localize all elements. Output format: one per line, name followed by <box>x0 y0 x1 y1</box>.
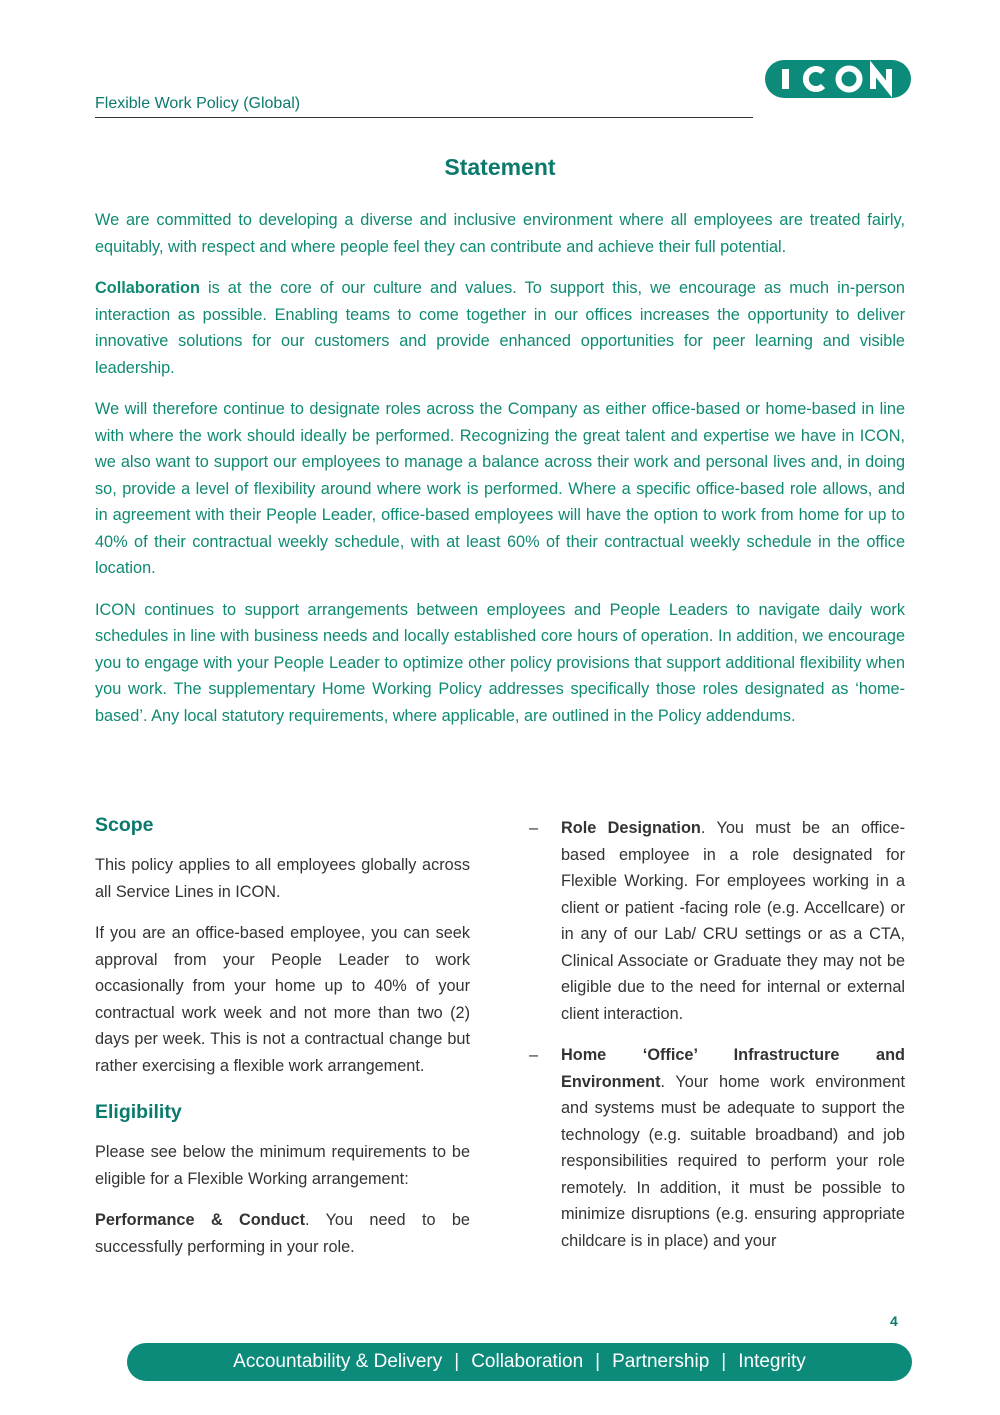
left-column <box>95 812 470 1275</box>
statement-paragraph-2 <box>95 275 905 381</box>
dash-bullet: – <box>529 819 539 837</box>
footer-value: Partnership <box>612 1351 710 1372</box>
right-column <box>529 815 905 1269</box>
eligibility-heading: Eligibility <box>95 1101 182 1123</box>
statement-paragraph-3: We will therefore continue to designate roles across the Company as either office-based or home-based in line with where the work should ideally be performed. Recognizing the great talent and expertise we have in ICON, we also want to support our employees to manage a balance across their work and personal lives and, in doing so, provide a level of flexibility around where work is performed. Where a specific office-based role allows, and in agreement with their People Leader, office-based employees will have the option to work from home for up to 40% of their contractual weekly schedule, with at least 60% of their contractual weekly schedule in the office location. <box>95 400 905 577</box>
performance-conduct-bold: Performance & Conduct <box>95 1211 305 1229</box>
icon-logo <box>765 58 911 100</box>
statement-paragraph-4: ICON continues to support arrangements between employees and People Leaders to navigate daily work schedules in line with business needs and locally established core hours of operation. In addition, we encourage you to engage with your People Leader to optimize other policy provisions that support additional flexibility when you work. The supplementary Home Working Policy addresses specifically those roles designated as ‘home-based’. Any local statutory requirements, where applicable, are outlined in the Policy addendums. <box>95 600 905 725</box>
footer-separator: | <box>721 1351 727 1372</box>
footer-value: Integrity <box>738 1351 806 1372</box>
footer-separator: | <box>595 1351 601 1372</box>
performance-conduct-paragraph <box>95 1207 470 1260</box>
page-number: 4 <box>890 1313 898 1329</box>
performance-conduct-text: . You need to be successfully performing in your role. <box>95 1211 470 1256</box>
dash-bullet: – <box>529 1046 539 1064</box>
footer-value: Collaboration <box>471 1351 584 1372</box>
footer-values-bar <box>127 1343 912 1381</box>
list-item-text: . Your home work environment and systems must be adequate to support the technology (e.g. suitable broadband) and job responsibilities required to perform your role remotely. In addition, it must be possible to minimize disruptions (e.g. ensuring appropriate childcare is in place) and your <box>561 1072 905 1250</box>
statement-paragraph-1: We are committed to developing a diverse and inclusive environment where all employees are treated fairly, equitably, with respect and where people feel they can contribute and achieve their full potential. <box>95 211 905 256</box>
scope-paragraph-1: This policy applies to all employees globally across all Service Lines in ICON. <box>95 856 470 901</box>
statement-body <box>95 207 905 744</box>
footer-separator: | <box>454 1351 460 1372</box>
list-item <box>529 1042 905 1254</box>
header-rule <box>95 117 753 118</box>
eligibility-paragraph-1: Please see below the minimum requirements to be eligible for a Flexible Working arrangement: <box>95 1143 470 1188</box>
scope-paragraph-2: If you are an office-based employee, you can seek approval from your People Leader to work occasionally from your home up to 40% of your contractual work week and not more than two (2) days per week. This is not a contractual change but rather exercising a flexible work arrangement. <box>95 924 470 1075</box>
statement-heading: Statement <box>444 154 556 180</box>
list-item <box>529 815 905 1027</box>
header-title: Flexible Work Policy (Global) <box>95 95 301 112</box>
collaboration-bold: Collaboration <box>95 279 200 297</box>
list-item-bold: Home ‘Office’ Infrastructure and Environment <box>561 1046 905 1091</box>
scope-heading: Scope <box>95 814 154 836</box>
footer-value: Accountability & Delivery <box>233 1351 443 1372</box>
list-item-bold: Role Designation <box>561 819 701 837</box>
statement-paragraph-2-text: is at the core of our culture and values. To support this, we encourage as much in-person interaction as possible. Enabling teams to come together in our offices increases the opportunity to deliver innovative solutions for our customers and provide enhanced opportunities for peer learning and visible leadership. <box>95 279 905 377</box>
list-item-text: . You must be an office-based employee in a role designated for Flexible Working. For employees working in a client or patient -facing role (e.g. Accellcare) or in any of our Lab/ CRU settings or as a CTA, Clinical Associate or Graduate they may not be eligible due to the need for internal or external client interaction. <box>561 819 905 1023</box>
